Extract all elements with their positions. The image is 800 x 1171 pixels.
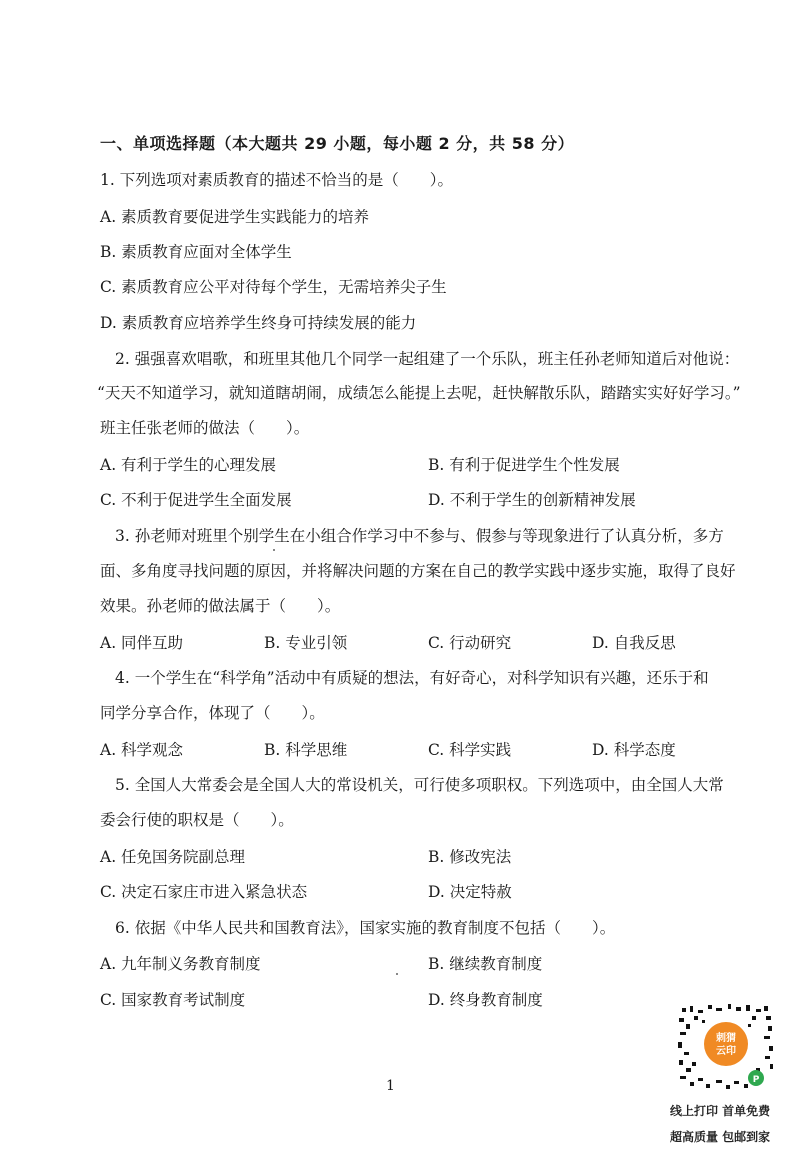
question-2-stem-line-2: “天天不知道学习，就知道瞎胡闹，成绩怎么能提上去呢，赶快解散乐队，踏踏实实好好学习。”	[97, 384, 741, 402]
question-4-option-a: A. 科学观念	[100, 741, 184, 759]
question-1-option-d: D. 素质教育应培养学生终身可持续发展的能力	[100, 314, 417, 332]
question-6-option-c: C. 国家教育考试制度	[100, 991, 246, 1009]
question-1-option-a: A. 素质教育要促进学生实践能力的培养	[100, 208, 370, 226]
question-3-stem-line-2: 面、多角度寻找问题的原因，并将解决问题的方案在自己的教学实践中逐步实施，取得了良好	[100, 562, 736, 580]
question-4-stem-line-1: 4. 一个学生在“科学角”活动中有质疑的想法，有好奇心，对科学知识有兴趣，还乐于和	[115, 669, 709, 687]
question-4-option-b: B. 科学思维	[264, 741, 348, 759]
question-2-option-d: D. 不利于学生的创新精神发展	[428, 491, 636, 509]
question-2-stem-line-3: 班主任张老师的做法（ ）。	[100, 419, 310, 437]
question-4-option-c: C. 科学实践	[428, 741, 512, 759]
question-3-stem-line-1: 3. 孙老师对班里个别学生在小组合作学习中不参与、假参与等现象进行了认真分析，多方	[115, 527, 724, 545]
question-1-stem: 1. 下列选项对素质教育的描述不恰当的是（ ）。	[100, 171, 453, 189]
question-3-option-a: A. 同伴互助	[100, 634, 184, 652]
question-2-option-c: C. 不利于促进学生全面发展	[100, 491, 292, 509]
question-3-option-b: B. 专业引领	[264, 634, 348, 652]
question-3-stem-line-3: 效果。孙老师的做法属于（ ）。	[100, 597, 341, 615]
page-number: 1	[386, 1078, 395, 1094]
question-5-option-d: D. 决定特赦	[428, 883, 512, 901]
question-4-stem-line-2: 同学分享合作，体现了（ ）。	[100, 704, 325, 722]
question-1-option-b: B. 素质教育应面对全体学生	[100, 243, 292, 261]
question-1-option-c: C. 素质教育应公平对待每个学生，无需培养尖子生	[100, 278, 447, 296]
question-6-option-a: A. 九年制义务教育制度	[100, 955, 261, 973]
question-2-stem-line-1: 2. 强强喜欢唱歌，和班里其他几个同学一起组建了一个乐队，班主任孙老师知道后对他说：	[115, 350, 740, 368]
question-2-option-a: A. 有利于学生的心理发展	[100, 456, 277, 474]
question-5-option-a: A. 任免国务院副总理	[100, 848, 246, 866]
qr-badge-line-1: 刺猬	[716, 1033, 736, 1044]
qr-code[interactable]	[676, 1002, 776, 1090]
qr-caption-line-2: 超高质量 包邮到家	[670, 1130, 771, 1144]
section-title: 一、单项选择题（本大题共 29 小题，每小题 2 分，共 58 分）	[100, 134, 575, 153]
question-5-option-c: C. 决定石家庄市进入紧急状态	[100, 883, 308, 901]
question-3-option-c: C. 行动研究	[428, 634, 512, 652]
question-6-stem: 6. 依据《中华人民共和国教育法》，国家实施的教育制度不包括（ ）。	[115, 919, 616, 937]
scan-speck	[396, 973, 398, 975]
question-3-option-d: D. 自我反思	[592, 634, 676, 652]
question-6-option-d: D. 终身教育制度	[428, 991, 543, 1009]
question-5-option-b: B. 修改宪法	[428, 848, 512, 866]
question-6-option-b: B. 继续教育制度	[428, 955, 543, 973]
question-2-option-b: B. 有利于促进学生个性发展	[428, 456, 620, 474]
question-5-stem-line-2: 委会行使的职权是（ ）。	[100, 811, 294, 829]
qr-caption-line-1: 线上打印 首单免费	[670, 1104, 771, 1118]
scan-speck	[273, 549, 275, 551]
question-5-stem-line-1: 5. 全国人大常委会是全国人大的常设机关，可行使多项职权。下列选项中，由全国人大常	[115, 776, 724, 794]
svg-text:P: P	[752, 1075, 760, 1085]
qr-badge-line-2: 云印	[716, 1046, 736, 1057]
question-4-option-d: D. 科学态度	[592, 741, 676, 759]
